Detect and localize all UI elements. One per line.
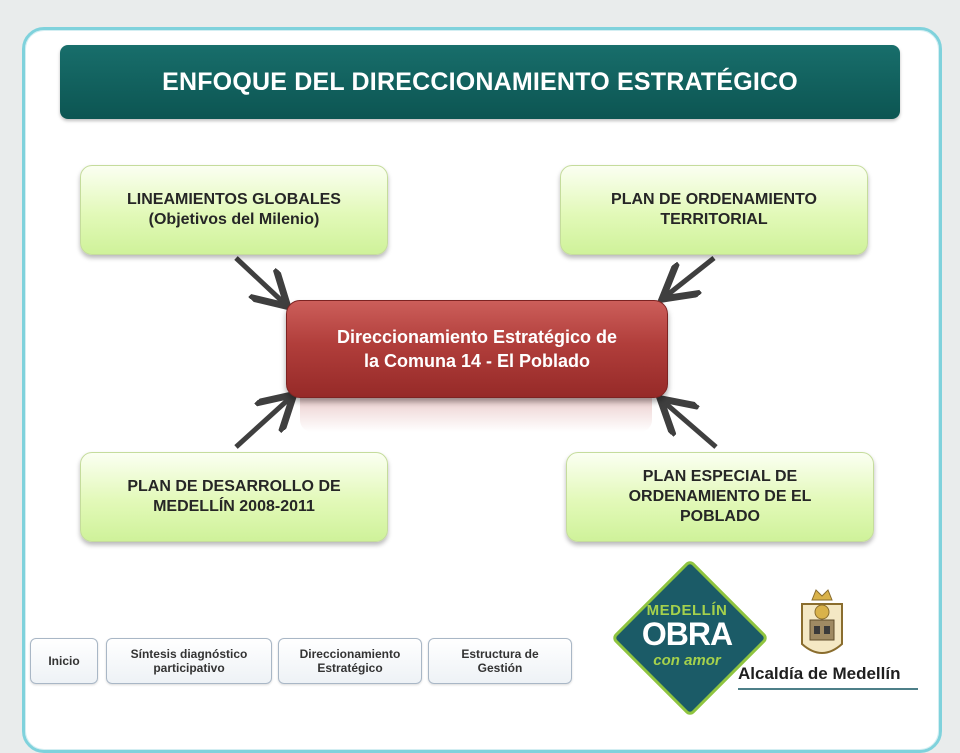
nav-inicio-button[interactable] (30, 638, 98, 684)
box-label-line: LINEAMIENTOS GLOBALES (127, 191, 341, 208)
coat-of-arms-icon (796, 586, 848, 662)
box-label-line: PLAN DE DESARROLLO DE (127, 478, 341, 495)
box-label (127, 190, 341, 230)
box-label (611, 190, 817, 230)
nav-estructura-button[interactable] (428, 638, 572, 684)
nav-label-line: participativo (153, 661, 225, 675)
page-title: ENFOQUE DEL DIRECCIONAMIENTO ESTRATÉGICO (162, 67, 798, 96)
nav-label-line: Estructura de (461, 647, 539, 661)
nav-label (48, 654, 79, 668)
box-plan-especial-poblado (566, 452, 874, 542)
nav-label-line: Gestión (477, 661, 523, 675)
box-label-line: PLAN DE ORDENAMIENTO (611, 191, 817, 208)
arrow-icon (236, 258, 284, 303)
center-label-line: Direccionamiento Estratégico de (336, 327, 618, 347)
nav-sintesis-button[interactable] (106, 638, 272, 684)
nav-direccionamiento-button[interactable] (278, 638, 422, 684)
box-label-line: POBLADO (679, 508, 760, 525)
box-plan-desarrollo-medellin (80, 452, 388, 542)
box-label (127, 477, 340, 517)
alcaldia-underline (738, 688, 918, 690)
box-label-line: PLAN ESPECIAL DE (642, 468, 798, 485)
logo-text: OBRA (641, 616, 733, 652)
nav-label (461, 647, 538, 675)
nav-label-line: Inicio (48, 654, 80, 668)
nav-label-line: Direccionamiento (299, 647, 401, 661)
center-label-line: la Comuna 14 - El Poblado (363, 351, 591, 371)
box-lineamientos-globales (80, 165, 388, 255)
alcaldia-text: Alcaldía de Medellín (738, 664, 901, 683)
nav-label (131, 647, 248, 675)
box-direccionamiento-estrategico (286, 300, 668, 398)
center-label (337, 325, 617, 373)
nav-label-line: Estratégico (317, 661, 383, 675)
box-label-line: TERRITORIAL (660, 211, 768, 228)
box-label-line: (Objetivos del Milenio) (148, 211, 320, 228)
arrow-icon (664, 402, 716, 447)
nav-label (300, 647, 401, 675)
logo-text: MEDELLÍN (646, 602, 728, 619)
box-label-line: MEDELLÍN 2008-2011 (153, 498, 315, 515)
center-box-reflection (300, 398, 652, 432)
arrow-icon (236, 398, 290, 447)
box-label (629, 467, 812, 527)
logo-text: con amor (653, 652, 721, 669)
box-plan-ordenamiento-territorial (560, 165, 868, 255)
box-label-line: ORDENAMIENTO DE EL (628, 488, 812, 505)
nav-label-line: Síntesis diagnóstico (130, 647, 248, 661)
arrow-icon (666, 258, 714, 296)
